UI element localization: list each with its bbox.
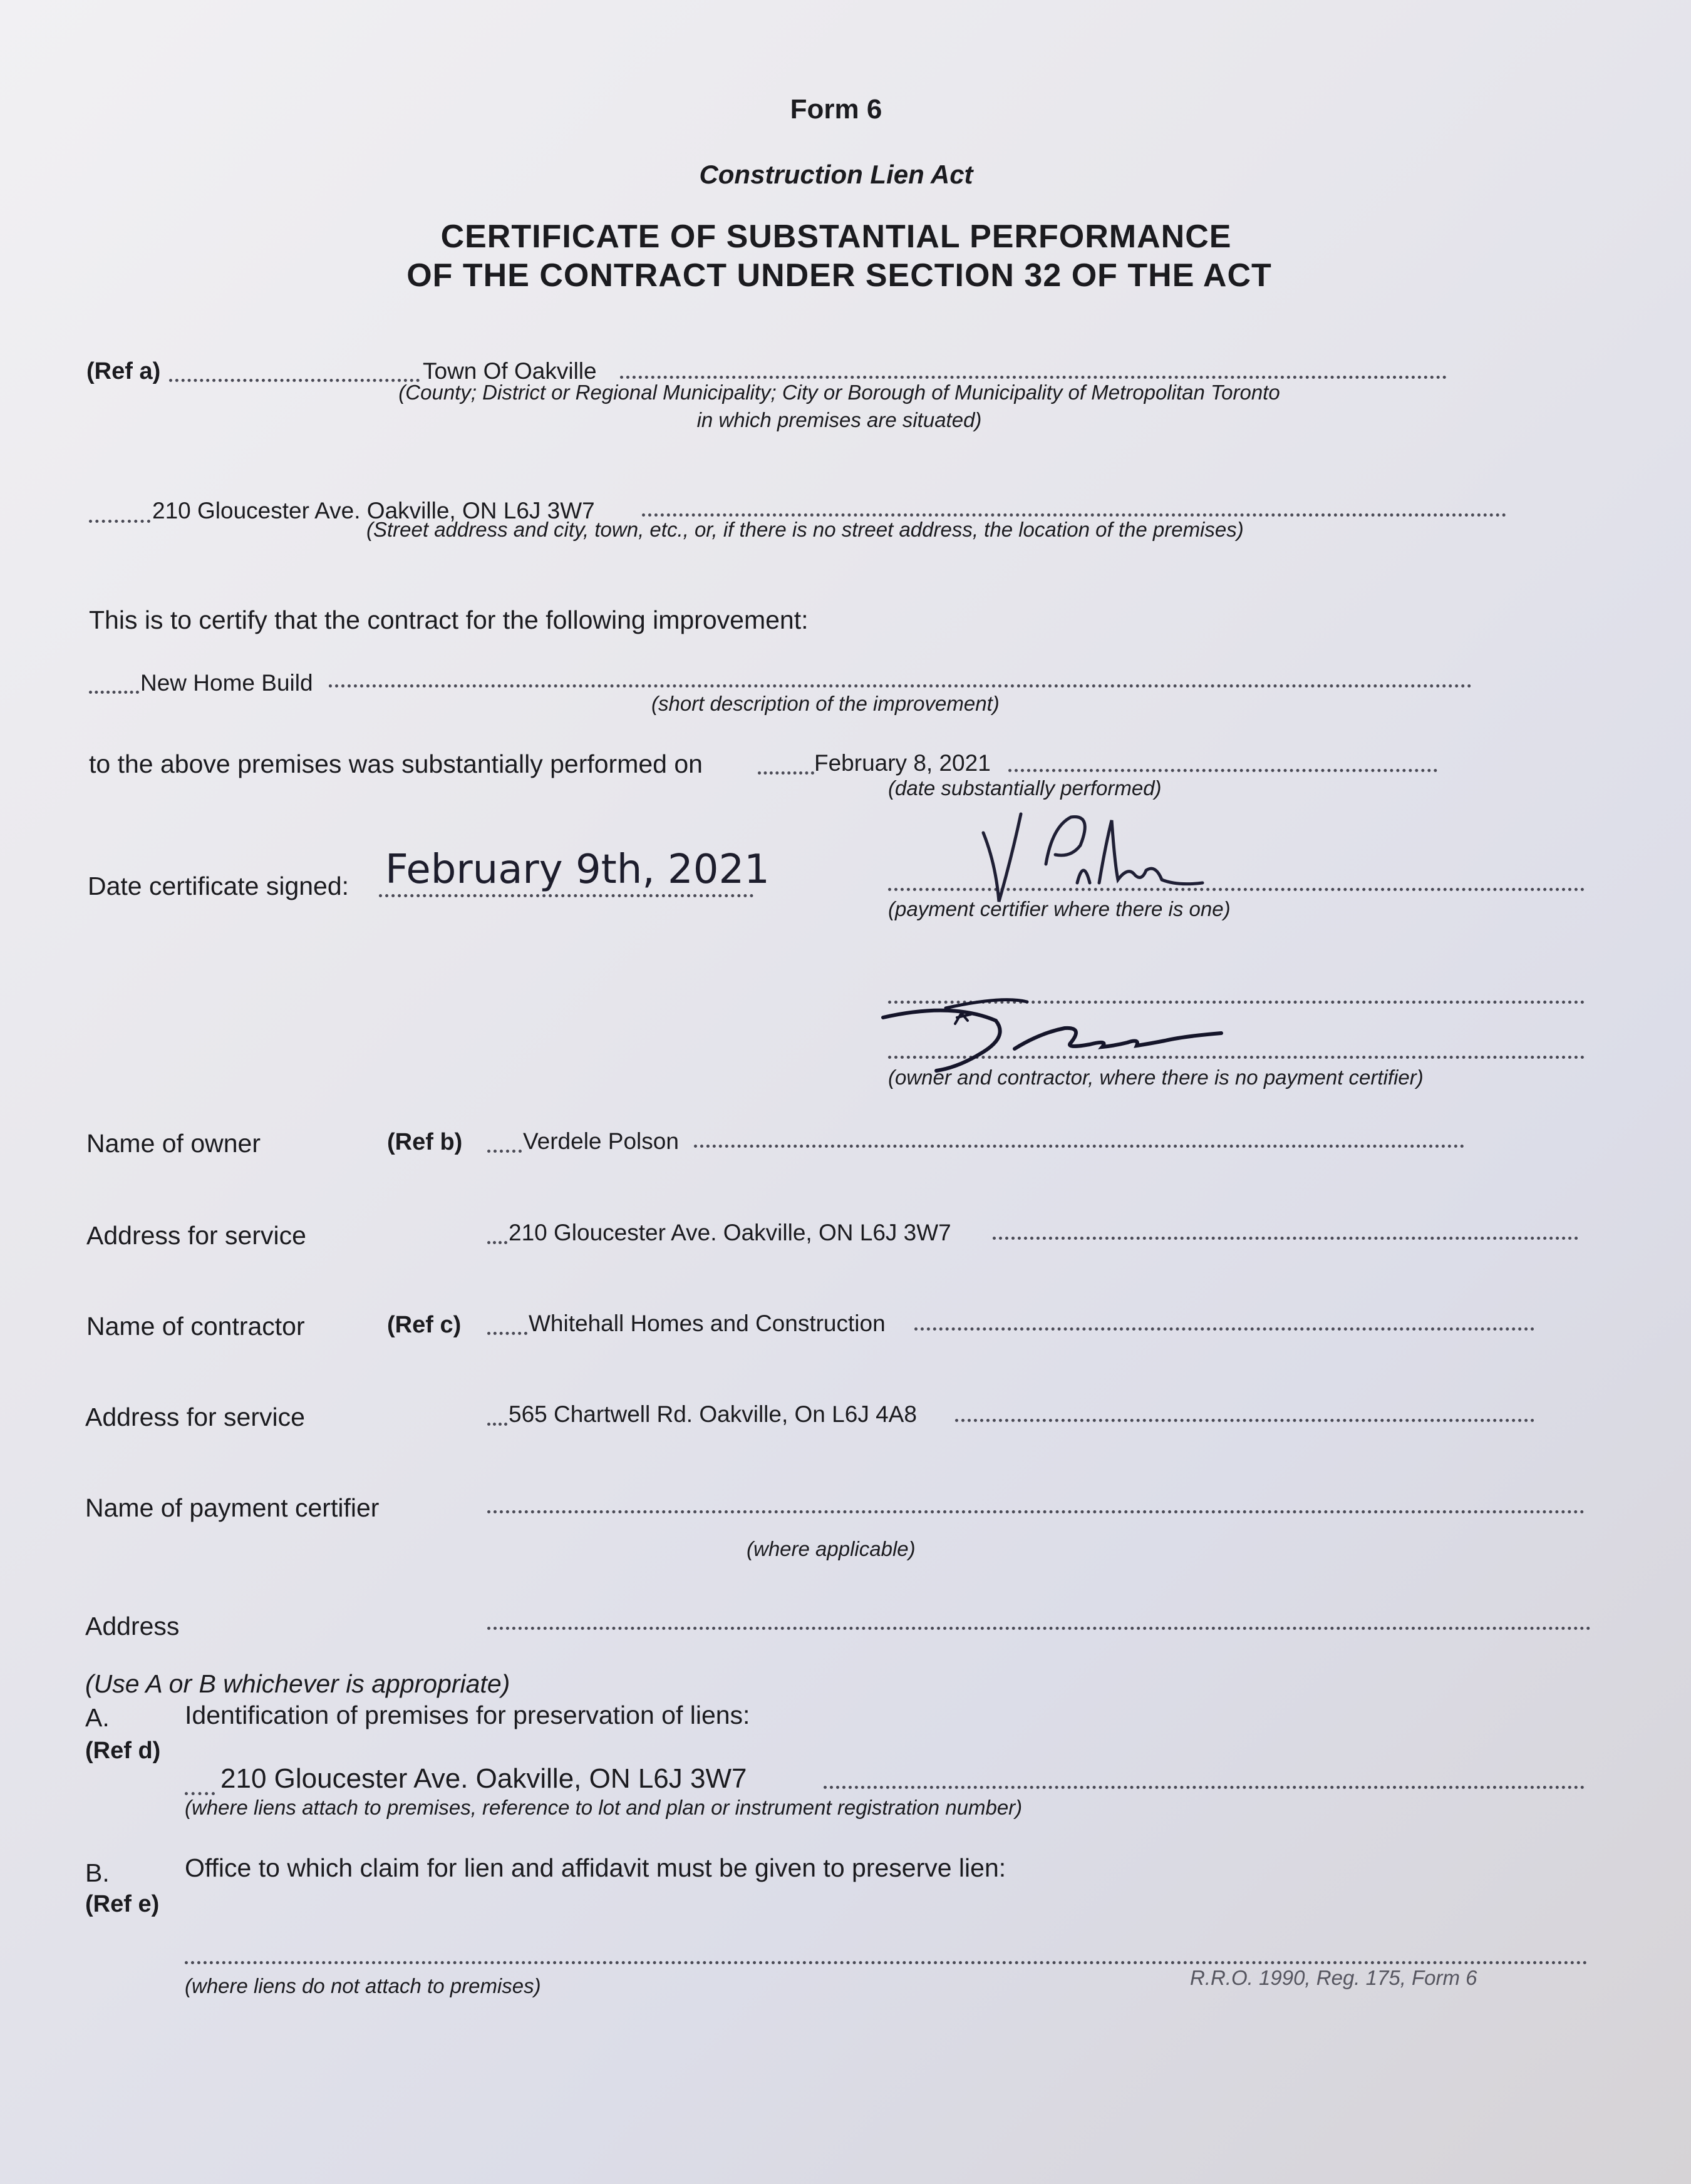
- owner-label: Name of owner: [86, 1129, 261, 1158]
- dotted-line: [487, 1423, 507, 1426]
- premises-address-value: 210 Gloucester Ave. Oakville, ON L6J 3W7: [152, 498, 595, 523]
- dotted-line: [914, 1327, 1534, 1331]
- dotted-line: [993, 1237, 1578, 1240]
- dotted-line: [487, 1150, 522, 1153]
- certifier-label: Name of payment certifier: [85, 1493, 380, 1522]
- dotted-line: [89, 520, 150, 523]
- dotted-line: [824, 1786, 1585, 1789]
- owner-ref: (Ref b): [387, 1129, 463, 1155]
- option-b-label: Office to which claim for lien and affidavit must be given to preserve lien:: [185, 1853, 1006, 1882]
- certifier-caption: (where applicable): [747, 1537, 916, 1560]
- option-b-caption: (where liens do not attach to premises): [185, 1974, 541, 1997]
- owner-address-value: 210 Gloucester Ave. Oakville, ON L6J 3W7: [509, 1220, 951, 1245]
- certifier-address-line: [487, 1627, 1591, 1630]
- option-instruction: (Use A or B whichever is appropriate): [85, 1669, 510, 1698]
- municipality-caption-1: (County; District or Regional Municipality; City or Borough of Municipality of Metropolitan Toronto: [398, 381, 1280, 404]
- option-a-label: Identification of premises for preservation of liens:: [185, 1701, 750, 1729]
- dotted-line: [185, 1792, 215, 1795]
- signed-date-handwritten: February 9th, 2021: [385, 847, 770, 893]
- owner-contractor-signature: [877, 989, 1240, 1077]
- performed-label: to the above premises was substantially performed on: [89, 749, 703, 778]
- performed-caption: (date substantially performed): [888, 776, 1162, 800]
- option-a-value: 210 Gloucester Ave. Oakville, ON L6J 3W7: [220, 1763, 747, 1794]
- improvement-value: New Home Build: [140, 670, 313, 696]
- option-a-ref: (Ref d): [85, 1738, 161, 1764]
- dotted-line: [694, 1145, 1464, 1148]
- option-b-line: [185, 1961, 1588, 1964]
- title-line-1: CERTIFICATE OF SUBSTANTIAL PERFORMANCE: [440, 219, 1232, 255]
- municipality-value: Town Of Oakville: [423, 358, 597, 384]
- regulation-reference: R.R.O. 1990, Reg. 175, Form 6: [1190, 1966, 1477, 1989]
- contractor-address-label: Address for service: [85, 1403, 305, 1431]
- premises-address-caption: (Street address and city, town, etc., or, if there is no street address, the location of the premises): [366, 518, 1244, 541]
- owner-value: Verdele Polson: [523, 1128, 679, 1154]
- contractor-ref: (Ref c): [387, 1312, 462, 1338]
- dotted-line: [1008, 769, 1437, 772]
- certifier-address-label: Address: [85, 1612, 180, 1641]
- payment-certifier-caption: (payment certifier where there is one): [888, 897, 1231, 920]
- certify-statement: This is to certify that the contract for the following improvement:: [89, 605, 809, 634]
- option-a-caption: (where liens attach to premises, reference to lot and plan or instrument registration number): [185, 1796, 1023, 1819]
- signed-date-line: [379, 894, 753, 897]
- certifier-line: [487, 1510, 1585, 1513]
- ref-a: (Ref a): [86, 358, 161, 384]
- owner-contractor-caption: (owner and contractor, where there is no payment certifier): [888, 1066, 1424, 1089]
- contractor-value: Whitehall Homes and Construction: [529, 1311, 886, 1336]
- dotted-line: [955, 1419, 1534, 1422]
- performed-date: February 8, 2021: [814, 750, 991, 776]
- municipality-caption-2: in which premises are situated): [696, 408, 982, 431]
- dotted-line: [758, 771, 814, 775]
- dotted-line: [329, 684, 1472, 688]
- owner-address-label: Address for service: [86, 1221, 306, 1250]
- option-b-ref: (Ref e): [85, 1891, 160, 1917]
- option-a-letter: A.: [85, 1703, 110, 1732]
- act-name: Construction Lien Act: [699, 160, 973, 189]
- contractor-address-value: 565 Chartwell Rd. Oakville, On L6J 4A8: [509, 1401, 917, 1427]
- form-number: Form 6: [790, 94, 882, 125]
- dotted-line: [642, 513, 1506, 517]
- dotted-line: [487, 1332, 527, 1335]
- improvement-caption: (short description of the improvement): [651, 692, 1000, 715]
- signed-label: Date certificate signed:: [88, 872, 349, 900]
- title-line-2: OF THE CONTRACT UNDER SECTION 32 OF THE ACT: [406, 257, 1272, 294]
- dotted-line: [487, 1241, 507, 1244]
- contractor-label: Name of contractor: [86, 1312, 305, 1341]
- dotted-line: [89, 691, 139, 694]
- dotted-line: [620, 376, 1447, 379]
- option-b-letter: B.: [85, 1858, 110, 1887]
